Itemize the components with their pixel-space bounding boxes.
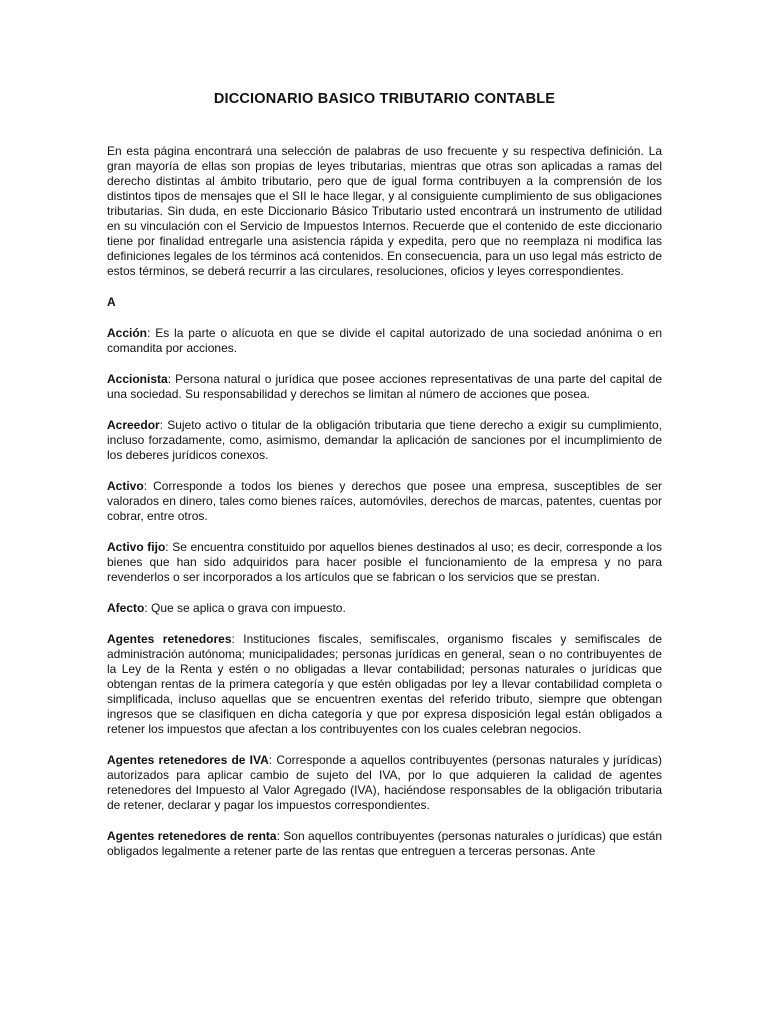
entry-definition: : Son aquellos contribuyentes (personas naturales o jurídicas) que están obligados legalmente a retener parte de las rentas que entreguen a terceras personas. Ante <box>107 829 663 858</box>
entry-term: Accionista <box>107 372 168 386</box>
entry-term: Acreedor <box>107 418 160 432</box>
entry-definition: : Corresponde a todos los bienes y derechos que posee una empresa, susceptibles de ser valorados en dinero, tales como bienes raíces, automóviles, derechos de marcas, patentes, cuentas por cobrar, entre otros. <box>107 479 662 523</box>
entry-agentes-retenedores <box>107 632 662 737</box>
entry-agentes-retenedores-renta <box>107 829 662 859</box>
entry-accion <box>107 326 662 356</box>
entry-definition: : Persona natural o jurídica que posee acciones representativas de una parte del capital de una sociedad. Su responsabilidad y derechos se limitan al número de acciones que posea. <box>107 372 662 401</box>
section-letter: A <box>107 295 116 309</box>
entry-term: Activo fijo <box>107 540 166 554</box>
entry-activo <box>107 479 662 524</box>
entry-term: Agentes retenedores <box>107 632 232 646</box>
intro-paragraph: En esta página encontrará una selección de palabras de uso frecuente y su respectiva definición. La gran mayoría de ellas son propias de leyes tributarias, mientras que otras son aplicadas a ramas del derecho distintas al ámbito tributario, pero que de igual forma contribuyen a la comprensión de los distintos tipos de mensajes que el SII le hace llegar, y al consiguiente cumplimiento de sus obligaciones tributarias. Sin duda, en este Diccionario Básico Tributario usted encontrará un instrumento de utilidad en su vinculación con el Servicio de Impuestos Internos. Recuerde que el contenido de este diccionario tiene por finalidad entregarle una asistencia rápida y expedita, pero que no reemplaza ni modifica las definiciones legales de los términos acá contenidos. En consecuencia, para un uso legal más estricto de estos términos, se deberá recurrir a las circulares, resoluciones, oficios y leyes correspondientes. <box>107 144 662 278</box>
entry-definition: : Corresponde a aquellos contribuyentes (personas naturales y jurídicas) autorizados para aplicar cambio de sujeto del IVA, por lo que adquieren la calidad de agentes retenedores del Impuesto al Valor Agregado (IVA), haciéndose responsables de la obligación tributaria de retener, declarar y pagar los impuestos correspondientes. <box>107 753 662 812</box>
entry-term: Agentes retenedores de IVA <box>107 753 269 767</box>
entry-term: Activo <box>107 479 144 493</box>
entry-definition: : Es la parte o alícuota en que se divide el capital autorizado de una sociedad anónima o en comandita por acciones. <box>107 326 662 355</box>
document-body <box>107 144 662 875</box>
entry-definition: : Instituciones fiscales, semifiscales, organismo fiscales y semifiscales de administración autónoma; municipalidades; personas jurídicas en general, sean o no contribuyentes de la Ley de la Renta y estén o no obligadas a llevar contabilidad; personas naturales o jurídicas que obtengan rentas de la primera categoría y que estén obligadas por ley a llevar contabilidad completa o simplificada, incluso aquellas que se encuentren exentas del referido tributo, siempre que obtengan ingresos que se clasifiquen en dicha categoría y que por expresa disposición legal están obligados a retener los impuestos que afectan a los contribuyentes con los cuales celebran negocios. <box>107 632 662 736</box>
entry-afecto <box>107 601 662 616</box>
entry-definition: : Se encuentra constituido por aquellos bienes destinados al uso; es decir, corresponde a los bienes que han sido adquiridos para hacer posible el funcionamiento de la empresa y no para revenderlos o ser incorporados a los artículos que se fabrican o los servicios que se prestan. <box>107 540 662 584</box>
entry-term: Afecto <box>107 601 145 615</box>
entry-definition: : Sujeto activo o titular de la obligación tributaria que tiene derecho a exigir su cumplimiento, incluso forzadamente, como, asimismo, demandar la aplicación de sanciones por el incumplimiento de los deberes jurídicos conexos. <box>107 418 662 462</box>
entry-acreedor <box>107 418 662 463</box>
entry-term: Acción <box>107 326 148 340</box>
entry-term: Agentes retenedores de renta <box>107 829 277 843</box>
entry-agentes-retenedores-iva <box>107 753 662 813</box>
entry-definition: : Que se aplica o grava con impuesto. <box>144 601 346 615</box>
entry-activo-fijo <box>107 540 662 585</box>
document-title: DICCIONARIO BASICO TRIBUTARIO CONTABLE <box>213 91 556 107</box>
entry-accionista <box>107 372 662 402</box>
